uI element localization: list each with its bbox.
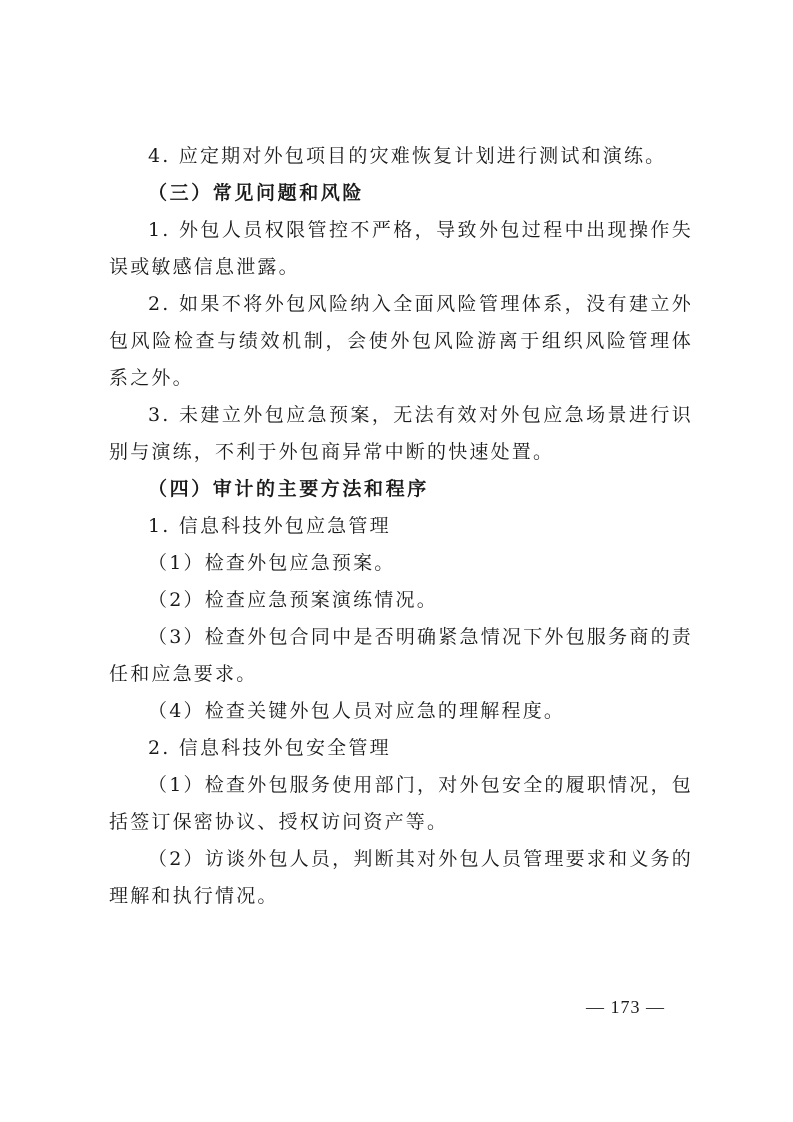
paragraph-1: 4. 应定期对外包项目的灾难恢复计划进行测试和演练。 xyxy=(148,145,667,167)
paragraph-risk-1: 1. 外包人员权限管控不严格，导致外包过程中出现操作失误或敏感信息泄露。 xyxy=(109,219,693,278)
paragraph-risk-3: 3. 未建立外包应急预案，无法有效对外包应急场景进行识别与演练，不利于外包商异常中断的快速处置。 xyxy=(109,404,693,463)
paragraph-risk-2: 2. 如果不将外包风险纳入全面风险管理体系，没有建立外包风险检查与绩效机制，会使外包风险游离于组织风险管理体系之外。 xyxy=(109,293,693,389)
item-emergency-3: （3）检查外包合同中是否明确紧急情况下外包服务商的责任和应急要求。 xyxy=(109,626,693,685)
section-heading-4: （四）审计的主要方法和程序 xyxy=(148,478,429,500)
page-number: — 173 — xyxy=(586,997,665,1017)
item-emergency-1: （1）检查外包应急预案。 xyxy=(148,552,396,574)
item-security-1: （1）检查外包服务使用部门，对外包安全的履职情况，包括签订保密协议、授权访问资产等。 xyxy=(109,774,693,833)
item-emergency-2: （2）检查应急预案演练情况。 xyxy=(148,589,438,611)
section-heading-3: （三）常见问题和风险 xyxy=(148,182,365,204)
item-emergency-4: （4）检查关键外包人员对应急的理解程度。 xyxy=(148,700,566,722)
subheading-emergency: 1. 信息科技外包应急管理 xyxy=(148,515,391,537)
item-security-2: （2）访谈外包人员，判断其对外包人员管理要求和义务的理解和执行情况。 xyxy=(109,848,693,907)
document-body xyxy=(109,138,693,915)
subheading-security: 2. 信息科技外包安全管理 xyxy=(148,737,391,759)
